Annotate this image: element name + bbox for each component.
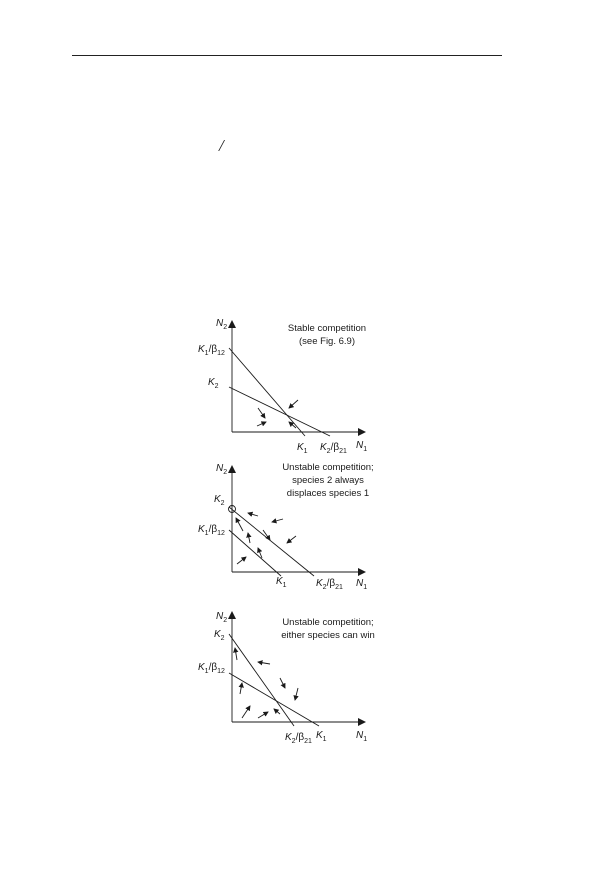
y-intercept-label: $K_2$ [214, 494, 225, 507]
y-intercept-label: $K_2$ [214, 629, 225, 642]
stray-mark: / [219, 136, 224, 155]
species1-isocline [229, 530, 281, 576]
trajectory-arrow [272, 519, 283, 522]
species1-isocline [229, 348, 305, 436]
trajectory-arrow [258, 662, 270, 664]
y-axis-label: $N_2$ [216, 611, 228, 624]
x-axis-label: $N_1$ [356, 578, 368, 591]
trajectory-arrow [248, 513, 258, 516]
x-intercept-label: $K_1$ [276, 576, 287, 589]
species2-isocline [229, 387, 330, 436]
x-intercept-label: $K_2/\beta_{21}$ [320, 442, 347, 455]
x-axis-label: $N_1$ [356, 440, 368, 453]
trajectory-arrow [240, 683, 242, 694]
trajectory-arrow [236, 518, 243, 531]
x-intercept-label: $K_2/\beta_{21}$ [316, 578, 343, 591]
species2-isocline [229, 634, 294, 726]
y-axis-arrowhead [228, 611, 236, 619]
trajectory-arrow [258, 712, 268, 718]
panel-caption: species 2 always [292, 475, 364, 486]
panel-caption: Unstable competition; [282, 617, 374, 628]
x-intercept-label: $K_1$ [297, 442, 308, 455]
panel-caption: (see Fig. 6.9) [299, 336, 355, 347]
trajectory-arrow [258, 408, 265, 418]
trajectory-arrow [235, 648, 237, 660]
x-axis-arrowhead [358, 568, 366, 576]
y-axis-arrowhead [228, 465, 236, 473]
panel-caption: displaces species 1 [286, 488, 370, 499]
y-axis-arrowhead [228, 320, 236, 328]
x-axis-label: $N_1$ [356, 730, 368, 743]
trajectory-arrow [237, 557, 246, 564]
y-axis-label: $N_2$ [216, 463, 228, 476]
y-axis-label: $N_2$ [216, 318, 228, 331]
panel-caption: Unstable competition; [282, 462, 374, 473]
trajectory-arrow [280, 678, 285, 688]
panel-caption: Stable competition [287, 323, 367, 334]
x-intercept-label: $K_2/\beta_{21}$ [285, 732, 312, 745]
y-intercept-label: $K_1/\beta_{12}$ [198, 524, 225, 537]
trajectory-arrow [295, 688, 298, 700]
y-intercept-label: $K_2$ [208, 377, 219, 390]
panel-species2-wins [198, 462, 374, 591]
y-intercept-label: $K_1/\beta_{12}$ [198, 662, 225, 675]
trajectory-arrow [287, 536, 296, 543]
panel-caption: either species can win [281, 630, 375, 641]
x-intercept-label: $K_1$ [316, 730, 327, 743]
trajectory-arrow [289, 400, 298, 408]
trajectory-arrow [257, 422, 266, 426]
trajectory-arrow [274, 709, 280, 714]
trajectory-arrow [242, 706, 250, 718]
panel-either-wins [198, 611, 375, 745]
trajectory-arrow [248, 533, 250, 543]
x-axis-arrowhead [358, 428, 366, 436]
panel-stable [198, 318, 367, 455]
y-intercept-label: $K_1/\beta_{12}$ [198, 344, 225, 357]
x-axis-arrowhead [358, 718, 366, 726]
